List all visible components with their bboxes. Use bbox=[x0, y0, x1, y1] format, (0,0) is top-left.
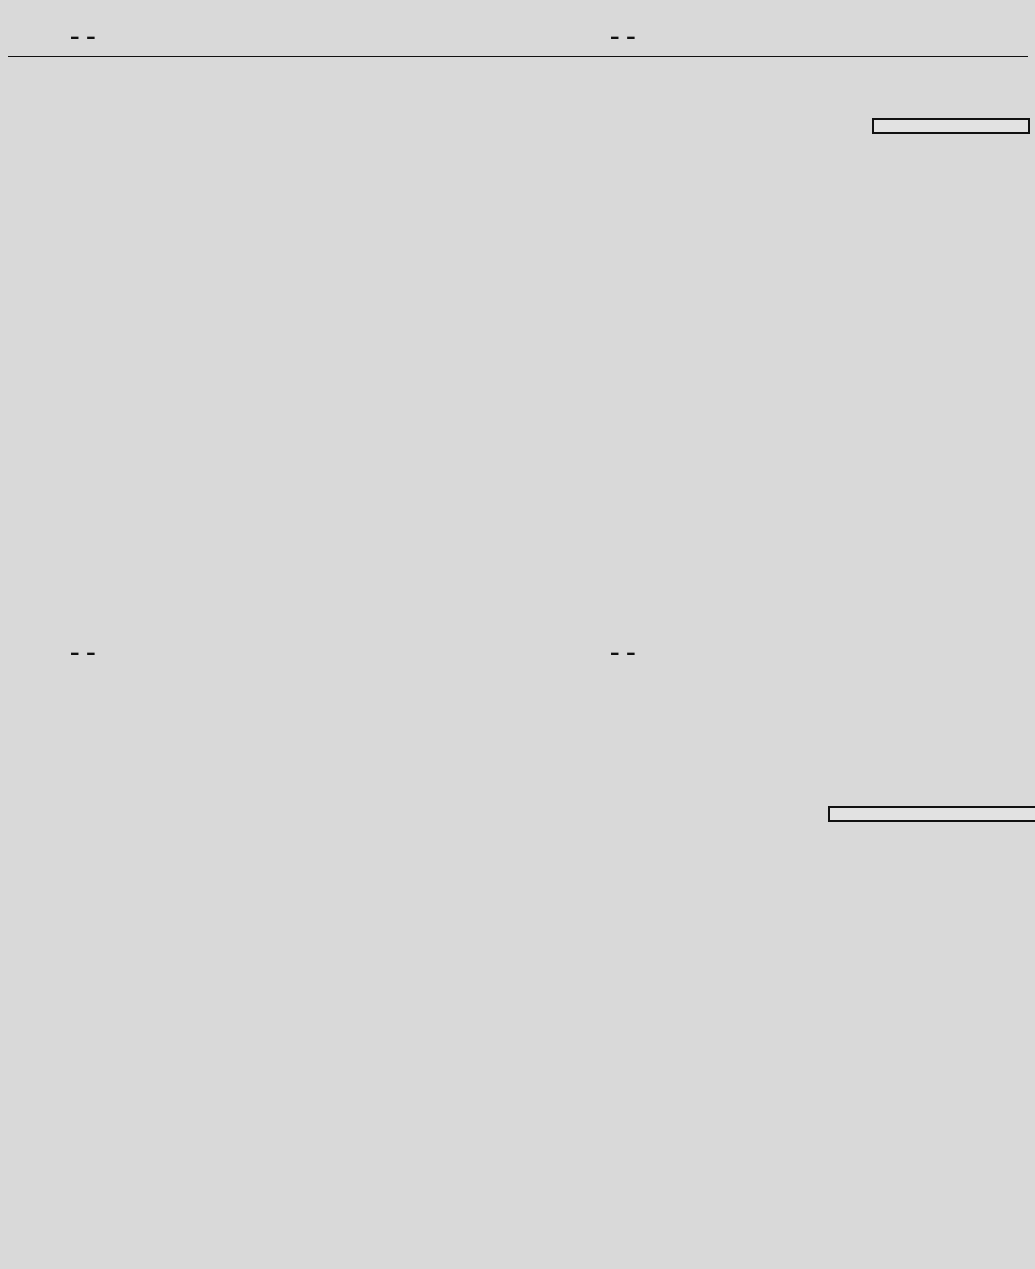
km-header bbox=[8, 56, 56, 57]
train-number bbox=[652, 56, 715, 57]
train-number bbox=[902, 56, 965, 57]
train-number bbox=[527, 56, 590, 57]
train-number bbox=[840, 56, 903, 57]
station-cz-header bbox=[261, 56, 465, 57]
timetable-north bbox=[8, 56, 1028, 57]
section-title-north: – – – – bbox=[70, 26, 636, 48]
train-number bbox=[777, 56, 840, 57]
footnotes-south bbox=[828, 806, 1035, 822]
section-title-south: – – – – bbox=[70, 642, 636, 664]
train-number bbox=[590, 56, 653, 57]
train-number bbox=[965, 56, 1028, 57]
title-cz: – – bbox=[610, 642, 636, 664]
station-de-header bbox=[56, 56, 260, 57]
train-header bbox=[465, 56, 528, 57]
train-number bbox=[715, 56, 778, 57]
header-row bbox=[8, 56, 1028, 57]
title-cz: – – bbox=[610, 26, 636, 48]
footnotes-north bbox=[872, 118, 1030, 134]
